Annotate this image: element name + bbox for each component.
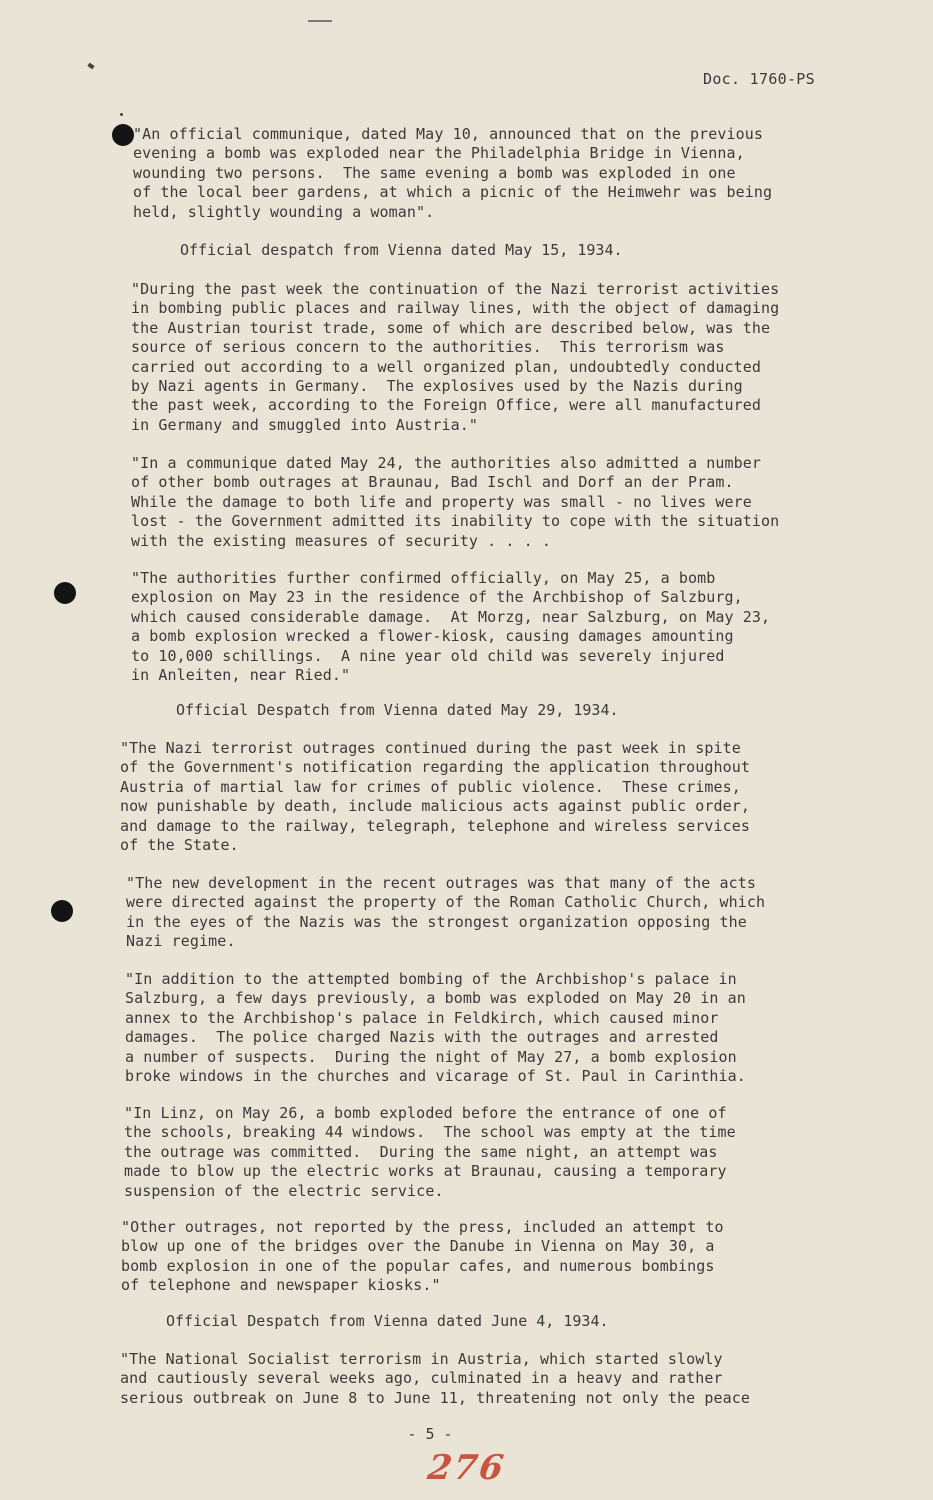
ink-dot [120,113,123,116]
handwritten-page-stamp: 276 [425,1448,508,1488]
paragraph-catholic-church: "The new development in the recent outrages was that many of the acts were directed against the property of the Roman Catholic Church, which in the eyes of the Nazis was the strongest organization opposing the Nazi regime. [126,874,766,951]
paragraph-communique-may-10: "An official communique, dated May 10, announced that on the previous evening a bomb was exploded near the Philadelphia Bridge in Vienna, wounding two persons. The same evening a bomb was exploded in one of the local beer gardens, at which a picnic of the Heimwehr was being held, slightly wounding a woman". [133,125,773,221]
paragraph-other-outrages: "Other outrages, not reported by the press, included an attempt to blow up one of the bridges over the Danube in Vienna on May 30, a bomb explosion in one of the popular cafes, and numerous bombings of telephone and newspaper kiosks." [121,1218,724,1295]
paragraph-nazi-terrorist-activities: "During the past week the continuation of the Nazi terrorist activities in bombing public places and railway lines, with the object of damaging the Austrian tourist trade, some of which are described below, was the source of serious concern to the authorities. This terrorism was carried out according to a well organized plan, undoubtedly conducted by Nazi agents in Germany. The explosives used by the Nazis during the past week, according to the Foreign Office, were all manufactured in Germany and smuggled into Austria." [131,280,780,434]
paragraph-linz-bomb: "In Linz, on May 26, a bomb exploded before the entrance of one of the schools, breaking 44 windows. The school was empty at the time the outrage was committed. During the same night, an attempt was made to blow up the electric works at Braunau, causing a temporary suspension of the electric service. [124,1104,736,1200]
edge-mark [87,63,94,70]
heading-despatch-may-29: Official Despatch from Vienna dated May 29, 1934. [176,701,619,719]
top-dash-mark [308,20,332,22]
heading-despatch-may-15: Official despatch from Vienna dated May 15, 1934. [180,241,623,259]
paragraph-national-socialist-terrorism: "The National Socialist terrorism in Austria, which started slowly and cautiously several weeks ago, culminated in a heavy and rather serious outbreak on June 8 to June 11, threatening not only the peace [120,1350,751,1407]
paragraph-communique-may-24: "In a communique dated May 24, the authorities also admitted a number of other bomb outrages at Braunau, Bad Ischl and Dorf an der Pram. While the damage to both life and property was small - no lives were lost - the Government admitted its inability to cope with the situation with the existing measures of security . . . . [131,454,780,550]
paragraph-martial-law: "The Nazi terrorist outrages continued during the past week in spite of the Government's notification regarding the application throughout Austria of martial law for crimes of public violence. These crimes, now punishable by death, include malicious acts against public order, and damage to the railway, telegraph, telephone and wireless services of the State. [120,739,751,855]
paragraph-salzburg-bomb: "The authorities further confirmed officially, on May 25, a bomb explosion on May 23 in the residence of the Archbishop of Salzburg, which caused considerable damage. At Morzg, near Salzburg, on May 23, a bomb explosion wrecked a flower-kiosk, causing damages amounting to 10,000 schillings. A nine year old child was severely injured in Anleiten, near Ried." [131,569,771,685]
doc-number: Doc. 1760-PS [703,70,815,88]
punch-hole-middle [54,582,76,604]
heading-despatch-june-4: Official Despatch from Vienna dated June 4, 1934. [166,1312,609,1330]
punch-hole-top [112,124,134,146]
page-number: - 5 - [407,1425,453,1443]
paragraph-archbishop-palace: "In addition to the attempted bombing of the Archbishop's palace in Salzburg, a few days previously, a bomb was exploded on May 20 in an annex to the Archbishop's palace in Feldkirch, which caused minor damages. The police charged Nazis with the outrages and arrested a number of suspects. During the night of May 27, a bomb explosion broke windows in the churches and vicarage of St. Paul in Carinthia. [125,970,746,1086]
punch-hole-lower [51,900,73,922]
